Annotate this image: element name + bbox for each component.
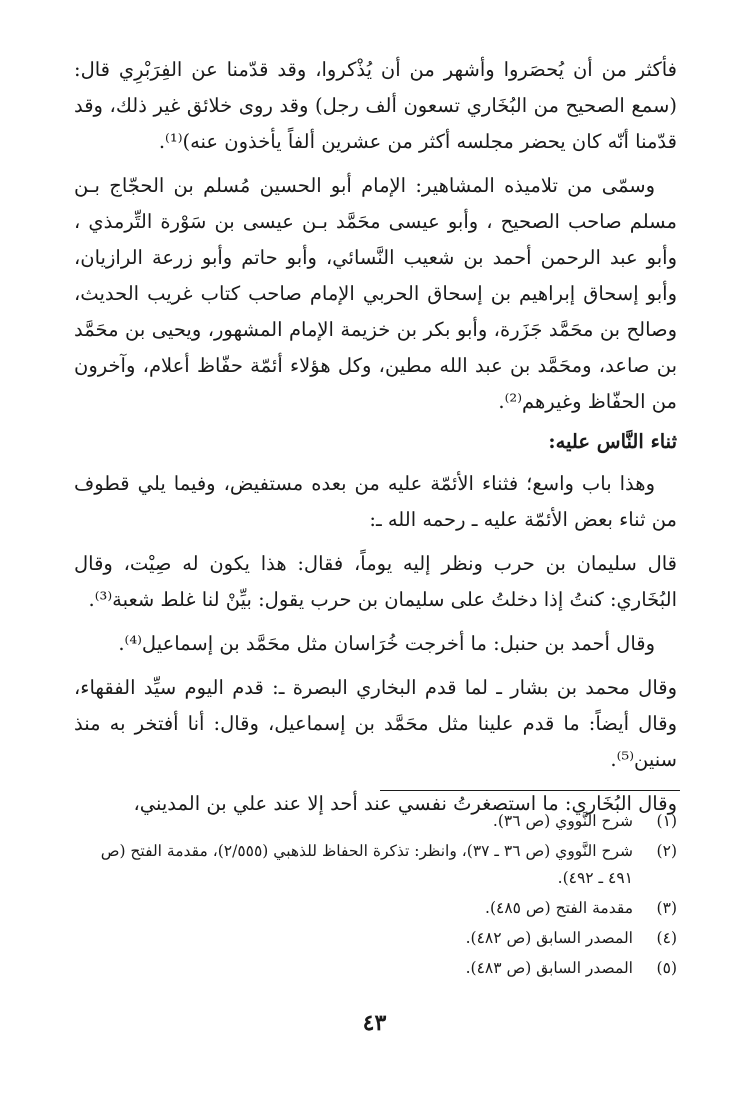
footnote-number: (٤): [656, 929, 677, 947]
footnotes: [74, 808, 677, 985]
footnote-number: (٢): [656, 842, 677, 860]
footnote-text: المصدر السابق (ص ٤٨٣).: [465, 959, 633, 977]
main-text: [74, 52, 677, 822]
footnote-text: المصدر السابق (ص ٤٨٢).: [465, 929, 633, 947]
footnote: [74, 955, 677, 982]
paragraph-7: وقال البُخَاري: ما استصغرتُ نفسي عند أحد إلا عند علي بن المديني،: [133, 792, 677, 815]
footnote-text: شرح النَّووي (ص ٣٦).: [492, 812, 633, 830]
footnote-text: شرح النَّووي (ص ٣٦ ـ ٣٧)، وانظر: تذكرة الحفاظ للذهبي (٢/٥٥٥)، مقدمة الفتح (ص ٤٩١ ـ ٤٩٢).: [100, 842, 633, 887]
footnote: [74, 808, 677, 835]
paragraph-2: وسمّى من تلاميذه المشاهير: الإمام أبو الحسين مُسلم بن الحجّاج بـن مسلم صاحب الصحيح ، وأبو عيسى محَمَّد بـن عيسى بن سَوْرة التِّرمذي ، وأبو عبد الرحمن أحمد بن شعيب النَّسائي، وأبو حاتم وأبو زرعة الرازيان، وأبو إسحاق إبراهيم بن إسحاق الحربي الإمام صاحب كتاب غريب الحديث، وصالح بن محَمَّد جَزَرة، وأبو بكر بن خزيمة الإمام المشهور، ويحيى بن محَمَّد بن صاعد، ومحَمَّد بن عبد الله مطين، وكل هؤلاء أئمّة حفّاظ أعلام، وآخرون من الحفّاظ وغيرهم⁽²⁾.: [74, 174, 677, 413]
footnote: [74, 895, 677, 922]
footnote-number: (٣): [656, 899, 677, 917]
footnote-divider: [380, 790, 680, 791]
paragraph-1: فأكثر من أن يُحصَروا وأشهر من أن يُذْكروا، وقد قدّمنا عن الفِرَبْرِي قال: (سمع الصحيح من البُخَاري تسعون ألف رجل) وقد روى خلائق غير ذلك، وقد قدّمنا أنّه كان يحضر مجلسه أكثر من عشرين ألفاً يأخذون عنه)⁽¹⁾.: [74, 58, 677, 153]
footnote: [74, 925, 677, 952]
paragraph-6: وقال محمد بن بشار ـ لما قدم البخاري البصرة ـ: قدم اليوم سيِّد الفقهاء، وقال أيضاً: ما قدم علينا مثل محَمَّد بن إسماعيل، وقال: أنا أفتخر به منذ سنين⁽⁵⁾.: [74, 676, 677, 771]
paragraph-3: وهذا باب واسع؛ فثناء الأئمّة عليه من بعده مستفيض، وفيما يلي قطوف من ثناء بعض الأئمّة عليه ـ رحمه الله ـ:: [74, 472, 677, 531]
footnote-number: (١): [656, 812, 677, 830]
page-number: ٤٣: [362, 1010, 387, 1036]
footnote: [74, 838, 677, 892]
footnote-text: مقدمة الفتح (ص ٤٨٥).: [485, 899, 633, 917]
paragraph-5: وقال أحمد بن حنبل: ما أخرجت خُرَاسان مثل محَمَّد بن إسماعيل⁽⁴⁾.: [118, 632, 655, 655]
paragraph-4: قال سليمان بن حرب ونظر إليه يوماً، فقال: هذا يكون له صِيْت، وقال البُخَاري: كنتُ إذا دخلتُ على سليمان بن حرب يقول: بيِّنْ لنا غلط شعبة⁽³⁾.: [74, 552, 677, 611]
footnote-number: (٥): [656, 959, 677, 977]
section-heading: ثناء النَّاس عليه:: [548, 430, 677, 453]
